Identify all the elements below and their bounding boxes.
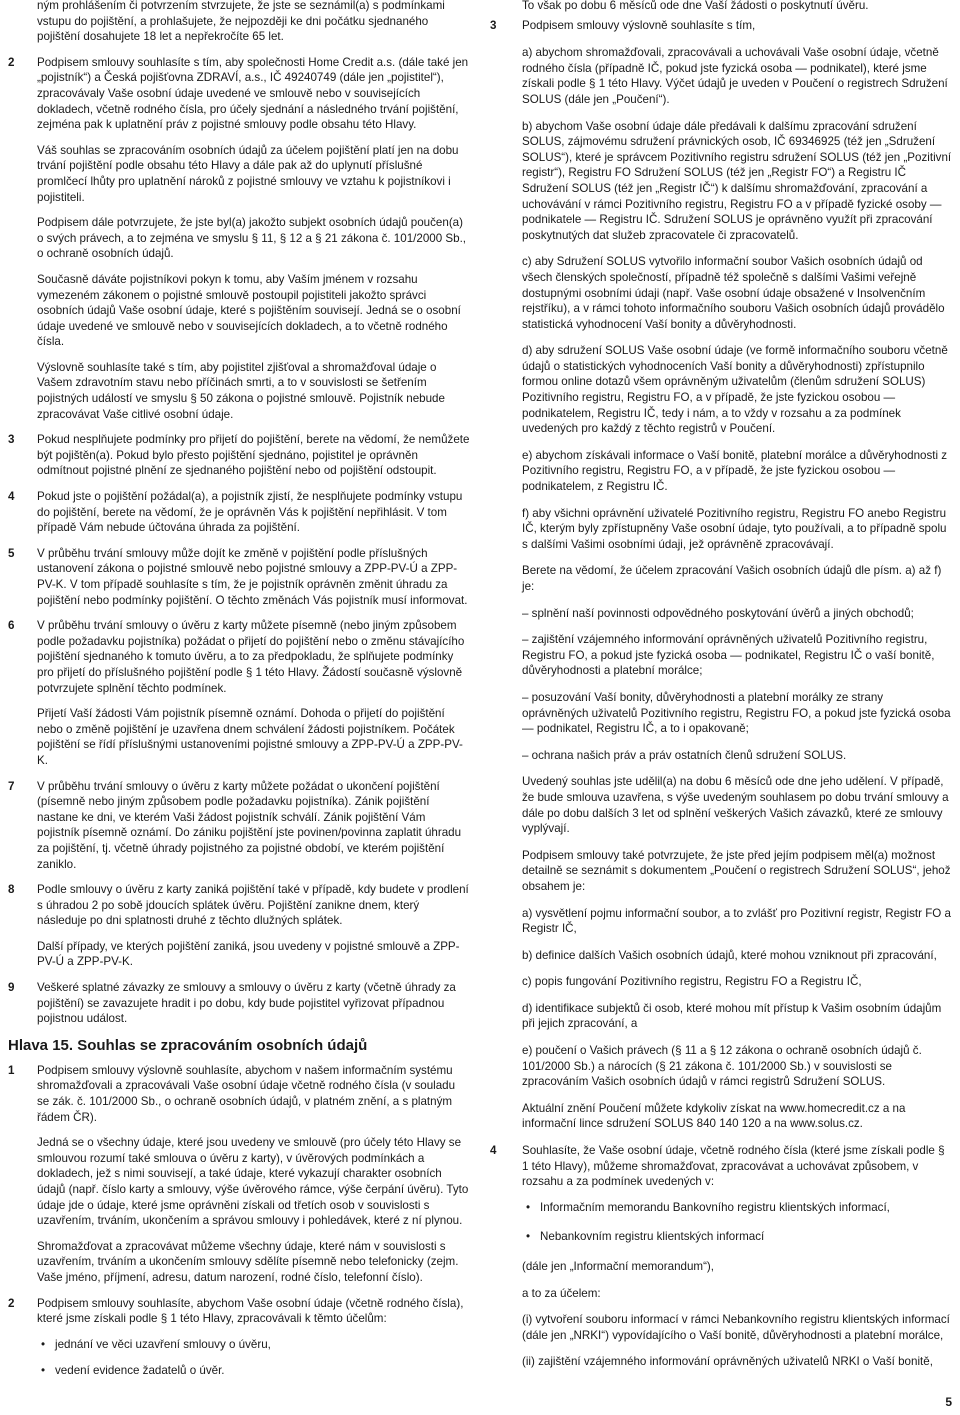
numbered-item [8,1063,470,1286]
item-paragraph: e) abychom získávali informace o Vaší bonitě, platební morálce a důvěryhodnosti z Pozitivního registru, Registru FO, a v případě, že jste fyzickou osobou — podnikatelem, z Registru IČ. [522,448,948,494]
item-number: 7 [8,779,15,793]
item-3 [490,18,952,1132]
page-number: 5 [945,1395,952,1409]
item-paragraph: b) abychom Vaše osobní údaje dále předávali k dalšímu zpracování sdružení SOLUS, zájmovému sdružení právnických osob, IČ 69346925 (též jen „Sdružení SOLUS“), které je správcem Pozitivního registru sdružení SOLUS (též jen „Pozitivní registr“), Registru FO Sdružení SOLUS (též jen „Registr FO“) a Registru IČ Sdružení SOLUS (též jen „Registr IČ“) k dalšímu shromažďování, zpracování a uchovávání v rámci Pozitivního registru, Registru FO a v případě fyzické osoby — podnikatele — Registru IČ. Sdružení SOLUS je oprávněno využít při zpracování poskytnutých dat služeb zpracovatele či zpracovatelů. [522,119,952,242]
item-number: 2 [8,1296,15,1310]
item-number: 6 [8,619,15,633]
item-paragraph: Podpisem smlouvy souhlasíte, abychom Vaše osobní údaje (včetně rodného čísla), které jsme získali podle § 1 této Hlavy, zpracovávali k těmto účelům: [37,1296,464,1326]
item-paragraph: (ii) zajištění vzájemného informování oprávněných uživatelů NRKI o Vaší bonitě, [522,1355,933,1369]
left-column [8,0,470,1390]
item-paragraph: d) aby sdružení SOLUS Vaše osobní údaje (ve formě informačního souboru včetně údajů o statistických vyhodnoceních Vaší bonity a důvěryhodnosti) zpřístupnilo formou online dotazů všem oprávněným uživatelům (členům sdružení SOLUS) Pozitivního registru, Registru FO, a v případě, že jste fyzickou osobou — podnikatelem, Registru IČ, tedy i nám, a to vždy v rozsahu a za podmínek uvedených pro každý z těchto registrů v Poučení. [522,344,948,436]
bullet-item: • vedení evidence žadatelů o úvěr. [41,1363,470,1379]
purpose-list [522,606,952,764]
item-number: 4 [490,1144,497,1158]
item-paragraph: Pokud jste o pojištění požádal(a), a pojistník zjistí, že nesplňujete podmínky vstupu do pojištění, berete na vědomí, že je oprávněn Vás k pojištění nepřihlásit. V tom případě Vám nebude účtována úhrada za pojištění. [37,490,463,535]
item-paragraph: Aktuální znění Poučení můžete kdykoliv získat na www.homecredit.cz a na informační lince sdružení SOLUS 840 140 120 a na www.solus.cz. [522,1101,906,1131]
purpose-item: – zajištění vzájemného informování oprávněných uživatelů Pozitivního registru, Registru FO, a pokud jste fyzická osoba — podnikatel, Registru IČ o vaší bonitě, důvěryhodnosti a platební morálce; [522,633,935,678]
numbered-item [8,55,470,422]
item-number: 2 [8,55,15,69]
item-paragraph: Podpisem smlouvy také potvrzujete, že jste před jejím podpisem měl(a) možnost detailně se seznámit s dokumentem „Poučení o registrech Sdružení SOLUS“, jehož obsahem je: [522,848,951,893]
purpose-item: – posuzování Vaší bonity, důvěryhodnosti a platební morálky ze strany oprávněných uživatelů Pozitivního registru, Registru FO, a pokud jste fyzická osoba — podnikatel, Registru IČ, a to i opakovaně; [522,690,951,736]
item-number: 3 [8,433,15,447]
item-paragraph: V průběhu trvání smlouvy o úvěru z karty můžete požádat o ukončení pojištění (písemně nebo jiným způsobem podle požadavku pojistníka). Zánik pojištění nastane ke dni, ve kterém Vaši žádost pojistník schválí. Zánik pojištění Vám pojistník písemně oznámí. Do zániku pojištění jste povinen/povinna zaplatit úhradu za pojištění, tj. včetně úhrady pojistného za pojistné období, ve kterém pojištění zaniklo. [37,779,462,871]
item-paragraph: d) identifikace subjektů či osob, které mohou mít přístup k Vašim osobním údajům při jejich zpracování, a [522,1001,942,1031]
item-paragraph: Podpisem smlouvy souhlasíte s tím, aby společnosti Home Credit a.s. (dále také jen „pojistník“) a Česká pojišťovna ZDRAVÍ, a.s., IČ 49240749 (dále jen „pojistitel“), zpracovávaly Vaše osobní údaje uvedené ve smlouvě nebo v souvisejících dokladech, včetně rodného čísla, pro účely sjednání a následného trvání pojištění, zejména pak k uplatnění práv z pojistné smlouvy podle obsahu této Hlavy. [37,55,469,132]
purpose-item: – splnění naší povinnosti odpovědného poskytování úvěrů a jiných obchodů; [522,606,914,620]
item-number: 5 [8,546,15,560]
item-paragraph: Váš souhlas se zpracováním osobních údajů za účelem pojištění platí jen na dobu trvání pojištění podle obsahu této Hlavy a dále pak až do uplynutí příslušné promlčecí lhůty pro uplatnění nároků z pojistné smlouvy ve vztahu k pojistníkovi i pojistiteli. [37,143,459,204]
item-paragraph: Současně dáváte pojistníkovi pokyn k tomu, aby Vaším jménem v rozsahu vymezeném zákonem o pojistné smlouvě postoupil pojistiteli jakožto správci osobních údajů Vaše osobní údaje, které s pojištěním souvisejí. Jedná se o osobní údaje uvedené ve smlouvě nebo v souvisejících dokladech, a to včetně rodného čísla. [37,272,461,349]
item-paragraph: V průběhu trvání smlouvy o úvěru z karty můžete písemně (nebo jiným způsobem podle požadavku pojistníka) požádat o přijetí do pojištění nebo o změnu stávajícího pojištění sjednaného k tomuto úvěru, a to za předpokladu, že splňujete podmínky pro přijetí do příslušného pojištění podle § 1 této Hlavy. Žádostí současně výslovně potvrzujete splnění těchto podmínek. [37,619,465,695]
item-number: 8 [8,883,15,897]
item-paragraph: Uvedený souhlas jste udělil(a) na dobu 6 měsíců ode dne jeho udělení. V případě, že bude smlouva uzavřena, s výše uvedeným souhlasem po dobu trvání smlouvy a dále po dobu dalších 3 let od splnění veškerých Vašich závazků, které ze smlouvy vyplývají. [522,775,949,836]
item-paragraph: Podpisem dále potvrzujete, že jste byl(a) jakožto subjekt osobních údajů poučen(a) o svých právech, a to zejména ve smyslu § 11, § 12 a § 21 zákona č. 101/2000 Sb., o ochraně osobních údajů. [37,216,467,261]
item-intro: Podpisem smlouvy výslovně souhlasíte s tím, [522,18,756,32]
intro-paragraph: ným prohlášením či potvrzením stvrzujete, že jste se seznámil(a) s podmínkami vstupu do pojištění, a prohlašujete, že nejpozději ke dni počátku sjednaného pojištění dosahujete 18 let a nepřekročíte 65 let. [37,0,445,44]
bullet-item: • Informačním memorandu Bankovního registru klientských informací, [526,1200,952,1216]
numbered-item [8,980,470,1027]
top-line: To však po dobu 6 měsíců ode dne Vaší žádosti o poskytnutí úvěru. [522,0,869,12]
item-paragraph: V průběhu trvání smlouvy může dojít ke změně v pojištění podle příslušných ustanovení zákona o pojistné smlouvě nebo pojistné smlouvy a ZPP-PV-Ú a ZPP-PV-K. V tom případě souhlasíte s tím, že je pojistník oprávněn změnit úhradu za pojištění nebo podmínky pojištění. O těchto změnách Vás pojistník musí informovat. [37,546,468,607]
item-number: 9 [8,981,15,995]
purpose-item: – ochrana našich práv a práv ostatních členů sdružení SOLUS. [522,748,847,762]
item-4-paragraphs [522,1259,952,1370]
item-paragraph: Pokud nesplňujete podmínky pro přijetí do pojištění, berete na vědomí, že nemůžete být pojištěn(a). Pokud bylo přesto pojištění sjednáno, pojistitel je oprávněn odmítnout pojistné plnění ze sjednaného pojištění nebo od pojištění odstoupit. [37,433,470,478]
item-paragraph: f) aby všichni oprávnění uživatelé Pozitivního registru, Registru FO anebo Registru IČ, kterým byly zpřístupněny Vaše osobní údaje, tyto používali, a to případně spolu s dalšími Vašimi osobními údaji, jež oprávněně zpracovávají. [522,506,947,551]
item-paragraph: Berete na vědomí, že účelem zpracování Vašich osobních údajů dle písm. a) až f) je: [522,564,942,593]
item-paragraph: Výslovně souhlasíte také s tím, aby pojistitel zjišťoval a shromažďoval údaje o Vašem zdravotním stavu nebo příčinách smrti, a to v souvislosti se šetřením pojistných událostí ve smyslu § 50 zákona o pojistné smlouvě. Pojistník nebude zpracovávat Vaše citlivé osobní údaje. [37,360,445,421]
item-intro: Souhlasíte, že Vaše osobní údaje, včetně rodného čísla (které jsme získali podle § 1 této Hlavy), můžeme shromažďovat, zpracovávat a uchovávat způsobem, v rozsahu a za podmínek uvedených v: [522,1144,945,1189]
item-paragraph: Veškeré splatné závazky ze smlouvy a smlouvy o úvěru z karty (včetně úhrady za pojištění) se zavazujete hradit i po dobu, kdy bude pojistitel vyřizovat případnou pojistnou událost. [37,981,456,1026]
numbered-item [8,489,470,536]
numbered-item [8,618,470,768]
item-paragraph: Podpisem smlouvy výslovně souhlasíte, abychom v našem informačním systému shromažďovali a zpracovávali Vaše osobní údaje včetně rodného čísla (v souladu se zák. č. 101/2000 Sb., o ochraně osobních údajů, v platném znění, a s platným řádem ČR). [37,1063,456,1124]
item-paragraph: a) abychom shromažďovali, zpracovávali a uchovávali Vaše osobní údaje, včetně rodného čísla (případně IČ, pokud jste fyzická osoba — podnikatel), které jsme získali podle § 1 této Hlavy. Výčet údajů je uveden v Poučení o registrech Sdružení SOLUS (dále jen „Poučení“). [522,46,948,106]
item-paragraph: c) popis fungování Pozitivního registru, Registru FO a Registru IČ, [522,975,862,989]
item-paragraph: (i) vytvoření souboru informací v rámci Nebankovního registru klientských informací (dále jen „NRKI“) vypovídajícího o Vaší bonitě, důvěryhodnosti a platební morálce, [522,1313,950,1342]
register-list [522,1200,952,1245]
numbered-item [8,546,470,608]
numbered-item [8,779,470,873]
bullet-item: • Nebankovním registru klientských informací [526,1229,952,1245]
numbered-item [8,432,470,479]
right-column [490,0,952,1381]
item-paragraph: Další případy, ve kterých pojištění zaniká, jsou uvedeny v pojistné smlouvě a ZPP-PV-Ú a ZPP-PV-K. [37,939,460,969]
section-title: Hlava 15. Souhlas se zpracováním osobních údajů [8,1036,368,1054]
item-4 [490,1143,952,1370]
item-3-paragraphs-b [522,774,952,1132]
item-number: 1 [8,1063,15,1077]
item-paragraph: (dále jen „Informační memorandum“), [522,1260,715,1273]
item-paragraph: c) aby Sdružení SOLUS vytvořilo informační soubor Vašich osobních údajů od všech členských společností, případně též společně s dalšími Vašimi veřejně dostupnými osobními údaji (např. Vaše osobní údaje obsažené v Insolvenčním rejstříku), a v rámci tohoto informačního souboru Vašich osobních údajů provádělo statistická vyhodnocení Vaší bonity a důvěryhodnosti. [522,255,945,331]
item-paragraph: Shromažďovat a zpracovávat můžeme všechny údaje, které nám v souvislosti s uzavřením, trváním a ukončením smlouvy sdělíte písemně nebo telefonicky (zejm. Vaše jméno, příjmení, adresu, datum narození, rodné číslo, telefonní číslo). [37,1239,459,1284]
item-paragraph: Jedná se o všechny údaje, které jsou uvedeny ve smlouvě (pro účely této Hlavy se smlouvou rozumí také smlouva o úvěru z karty), v úvěrových podmínkách a dokladech, jež s nimi souvisejí, a také údaje, které vykazují charakter osobních údajů (např. číslo karty a smlouvy, výše úvěrového rámce, výše čerpání úvěru). Tyto údaje jde o údaje, které jsme oprávněni získali od třetích osob v souvislosti s uzavřením, trváním, ukončením a správou smlouvy i pohledávek, které z ní plynou. [37,1136,469,1228]
numbered-item [8,1296,470,1379]
item-paragraph: a to za účelem: [522,1286,601,1300]
bullet-item: • jednání ve věci uzavření smlouvy o úvěru, [41,1337,470,1353]
item-number: 3 [490,18,497,32]
item-3-paragraphs [522,45,952,594]
item-paragraph: b) definice dalších Vašich osobních údajů, které mohou vzniknout při zpracování, [522,948,937,962]
item-number: 4 [8,490,15,504]
numbered-items-b [8,1063,470,1379]
numbered-item [8,882,470,970]
item-paragraph: a) vysvětlení pojmu informační soubor, a to zvlášť pro Pozitivní registr, Registr FO a Registr IČ, [522,906,951,936]
item-paragraph: Přijetí Vaší žádosti Vám pojistník písemně oznámí. Dohoda o přijetí do pojištění nebo o změně pojištění je uzavřena dnem schválení žádosti pojistníkem. Počátek pojištění se řídí příslušnými ustanoveními pojistné smlouvy a ZPP-PV-Ú a ZPP-PV-K. [37,707,463,767]
numbered-items-a [8,55,470,1027]
item-paragraph: e) poučení o Vašich právech (§ 11 a § 12 zákona o ochraně osobních údajů č. 101/2000 Sb.) a nárocích (§ 21 zákona č. 101/2000 Sb.) v souvislosti se zpracováním Vašich osobních údajů v rámci registrů Sdružení SOLUS. [522,1044,922,1089]
item-paragraph: Podle smlouvy o úvěru z karty zaniká pojištění také v případě, kdy budete v prodlení s úhradou 2 po sobě jdoucích splátek úvěru. Pojištění zanikne dnem, který následuje po dni splatnosti druhé z těchto dlužných splátek. [37,883,469,928]
